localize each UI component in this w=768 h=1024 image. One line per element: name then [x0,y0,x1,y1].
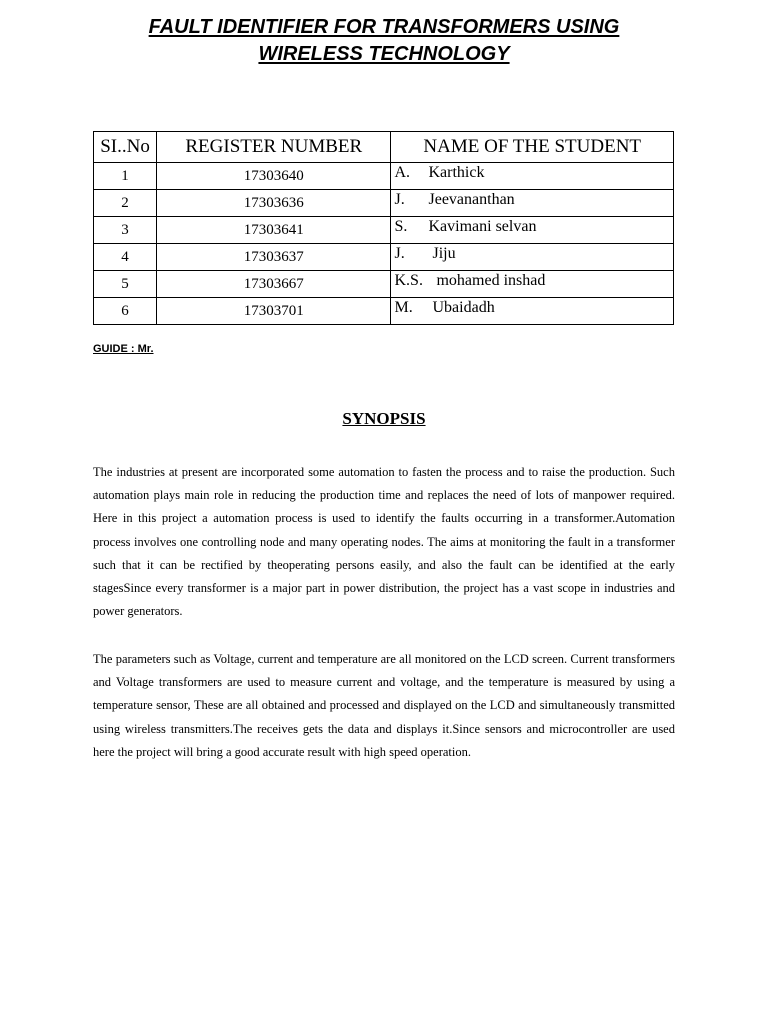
name-initial: K.S. [394,272,423,289]
table-row [94,298,674,325]
cell-student-name [391,190,674,217]
header-sno: SI..No [94,132,157,163]
table-row [94,271,674,298]
cell-student-name [391,217,674,244]
cell-sno: 5 [94,271,157,298]
cell-register-number: 17303637 [157,244,391,271]
name-initial: J. [394,191,405,208]
name-text: Jeevananthan [428,191,515,208]
name-text: Kavimani selvan [428,218,537,235]
cell-sno: 4 [94,244,157,271]
synopsis-heading: SYNOPSIS [342,409,426,428]
cell-sno: 3 [94,217,157,244]
student-table [93,131,674,325]
guide-label: GUIDE : Mr. [93,343,154,355]
cell-student-name [391,163,674,190]
table-row [94,163,674,190]
name-initial: A. [394,164,411,181]
table-row [94,190,674,217]
cell-register-number: 17303641 [157,217,391,244]
cell-student-name [391,271,674,298]
cell-register-number: 17303701 [157,298,391,325]
header-register-number: REGISTER NUMBER [157,132,391,163]
table-row [94,244,674,271]
name-text: Ubaidadh [432,299,495,316]
name-initial: M. [394,299,413,316]
title-line-2: WIRELESS TECHNOLOGY [258,43,510,65]
title-line-1: FAULT IDENTIFIER FOR TRANSFORMERS USING [148,16,620,38]
name-initial: S. [394,218,408,235]
cell-register-number: 17303640 [157,163,391,190]
cell-sno: 6 [94,298,157,325]
table-row [94,217,674,244]
synopsis-paragraph-1: The industries at present are incorporated some automation to fasten the process and to raise the production. Such automation plays main role in reducing the production time and replaces the need of lots of manpower required. Here in this project a automation process is used to identify the faults occurring in a transformer.Automation process involves one controlling node and many operating nodes. The aims at monitoring the fault in a transformer such that it can be rectified by theoperating persons easily, and also the fault can be identified at the early stagesSince every transformer is a major part in power distribution, the project has a vast scope in industries and power generators. [93,465,675,619]
cell-sno: 1 [94,163,157,190]
cell-student-name [391,298,674,325]
cell-register-number: 17303636 [157,190,391,217]
name-text: Karthick [428,164,485,181]
name-text: Jiju [432,245,456,262]
table-header-row [94,132,674,163]
document-title [0,14,768,68]
header-student-name: NAME OF THE STUDENT [391,132,674,163]
cell-register-number: 17303667 [157,271,391,298]
name-text: mohamed inshad [436,272,546,289]
name-initial: J. [394,245,405,262]
cell-student-name [391,244,674,271]
synopsis-paragraph-2: The parameters such as Voltage, current and temperature are all monitored on the LCD screen. Current transformers and Voltage transformers are used to measure current and voltage, and the temperature is measured by using a temperature sensor, These are all obtained and processed and displayed on the LCD and simultaneously transmitted using wireless transmitters.The receives gets the data and displays it.Since sensors and microcontroller are used here the project will bring a good accurate result with high speed operation. [93,652,675,759]
cell-sno: 2 [94,190,157,217]
